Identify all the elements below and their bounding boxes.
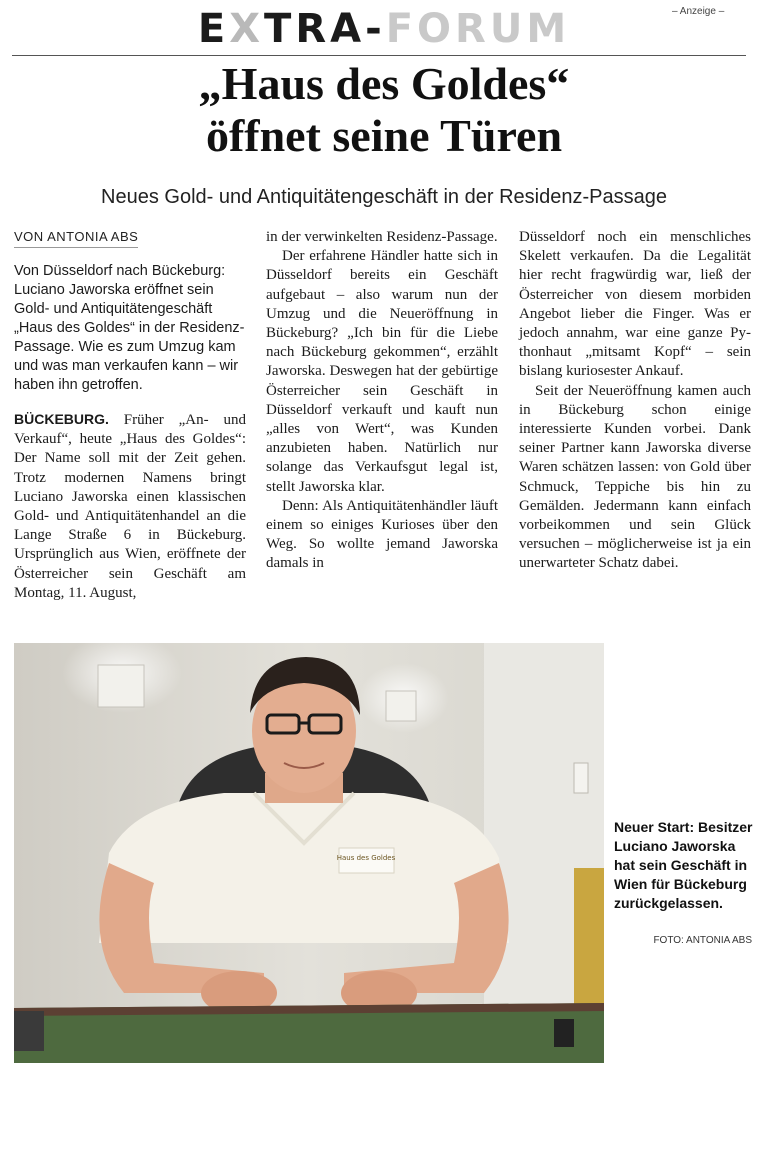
subheadline: Neues Gold- und Antiquitätengeschäft in der Residenz-Passage — [101, 186, 667, 208]
article-photo — [14, 643, 604, 1063]
article-column-2 — [266, 228, 498, 574]
brand-tra: TRA- — [264, 6, 386, 52]
article-column-3 — [519, 228, 751, 574]
badge-text: Haus des Goldes — [336, 854, 396, 862]
headline — [0, 58, 768, 162]
brand-x: X — [229, 6, 265, 52]
body-paragraph-5: Düsseldorf noch ein menschliches Skelett verkaufen. Da die Legalität hier recht fragwürdig war, ließ der Österreicher von diesem morbiden Angebot lieber die Finger. Was er jedoch annahm, war eine ganze Pythonhaut „mitsamt Kopf“ – sein bislang kuriosester Ankauf. — [519, 229, 751, 380]
body-paragraph-2: in der verwinkelten Residenz-Passage. — [266, 229, 498, 245]
body-paragraph-1 — [14, 411, 246, 603]
extra-forum-logo — [0, 6, 768, 52]
byline: VON ANTONIA ABS — [14, 229, 138, 248]
headline-line-1: „Haus des Goldes“ — [198, 58, 570, 109]
photo-credit: FOTO: ANTONIA ABS — [653, 935, 752, 946]
photo-illustration — [14, 643, 604, 1063]
body-paragraph-4: Denn: Als Antiquitätenhändler läuft einem so einiges Kurioses über den Weg. So wollte jemand Jaworska damals in — [266, 497, 498, 572]
body-text-1: Früher „An- und Verkauf“, heute „Haus des Goldes“: Der Name soll mit der Zeit gehen. Trotz modernen Namens bringt Luciano Jaworska einen klassischen Gold- und Antiquitätenhandel an die Lange Straße 6 in Bückeburg. Ursprünglich aus Wien, eröffnete der Österreicher sein Geschäft am Montag, 11. August, — [14, 412, 246, 601]
header-rule — [12, 55, 746, 56]
ad-label: – Anzeige – — [672, 6, 725, 17]
body-paragraph-6: Seit der Neueröffnung kamen auch in Bückeburg schon einige interessierte Kunden vorbei. Dank seiner Partner kann Jaworska diverse Waren schätzen lassen: von Gold über Schmuck, Teppiche bis hin zu Gemälden. Jedermann kann einfach vorbeikommen und sein Glück versuchen – möglicherweise ist ja ein unerwarteter Schatz dabei. — [519, 382, 751, 572]
brand-e: E — [197, 6, 230, 52]
headline-line-2: öffnet seine Türen — [205, 110, 563, 161]
article-column-1 — [14, 228, 246, 603]
dateline: BÜCKEBURG. — [14, 411, 109, 427]
body-paragraph-3: Der erfahrene Händler hatte sich in Düsseldorf bereits ein Geschäft aufgebaut – also warum nun der Umzug und die Neueröffnung in Bückeburg? „Ich bin für die Liebe nach Bückeburg gekommen“, erzählt Jaworska. Deswegen hat der gebürtige Österreicher sein Geschäft in Düsseldorf verkauft und kauft nun „alles von Wert“, was Kunden anzubieten haben. Natürlich nur solange das Verkaufsgut legal ist, stellt Jaworska klar. — [266, 248, 498, 495]
photo-caption: Neuer Start: Besitzer Luciano Jaworska hat sein Geschäft in Wien für Bückeburg zurückgelassen. — [614, 819, 753, 911]
brand-forum: FORUM — [385, 6, 571, 52]
lead-paragraph: Von Düsseldorf nach Bückeburg: Luciano Jaworska eröffnet sein Gold- und Antiquitätengeschäft „Haus des Goldes“ in der Residenz-Passage. Wie es zum Umzug kam und was man verkaufen kann – wir haben ihn getroffen. — [14, 263, 245, 393]
